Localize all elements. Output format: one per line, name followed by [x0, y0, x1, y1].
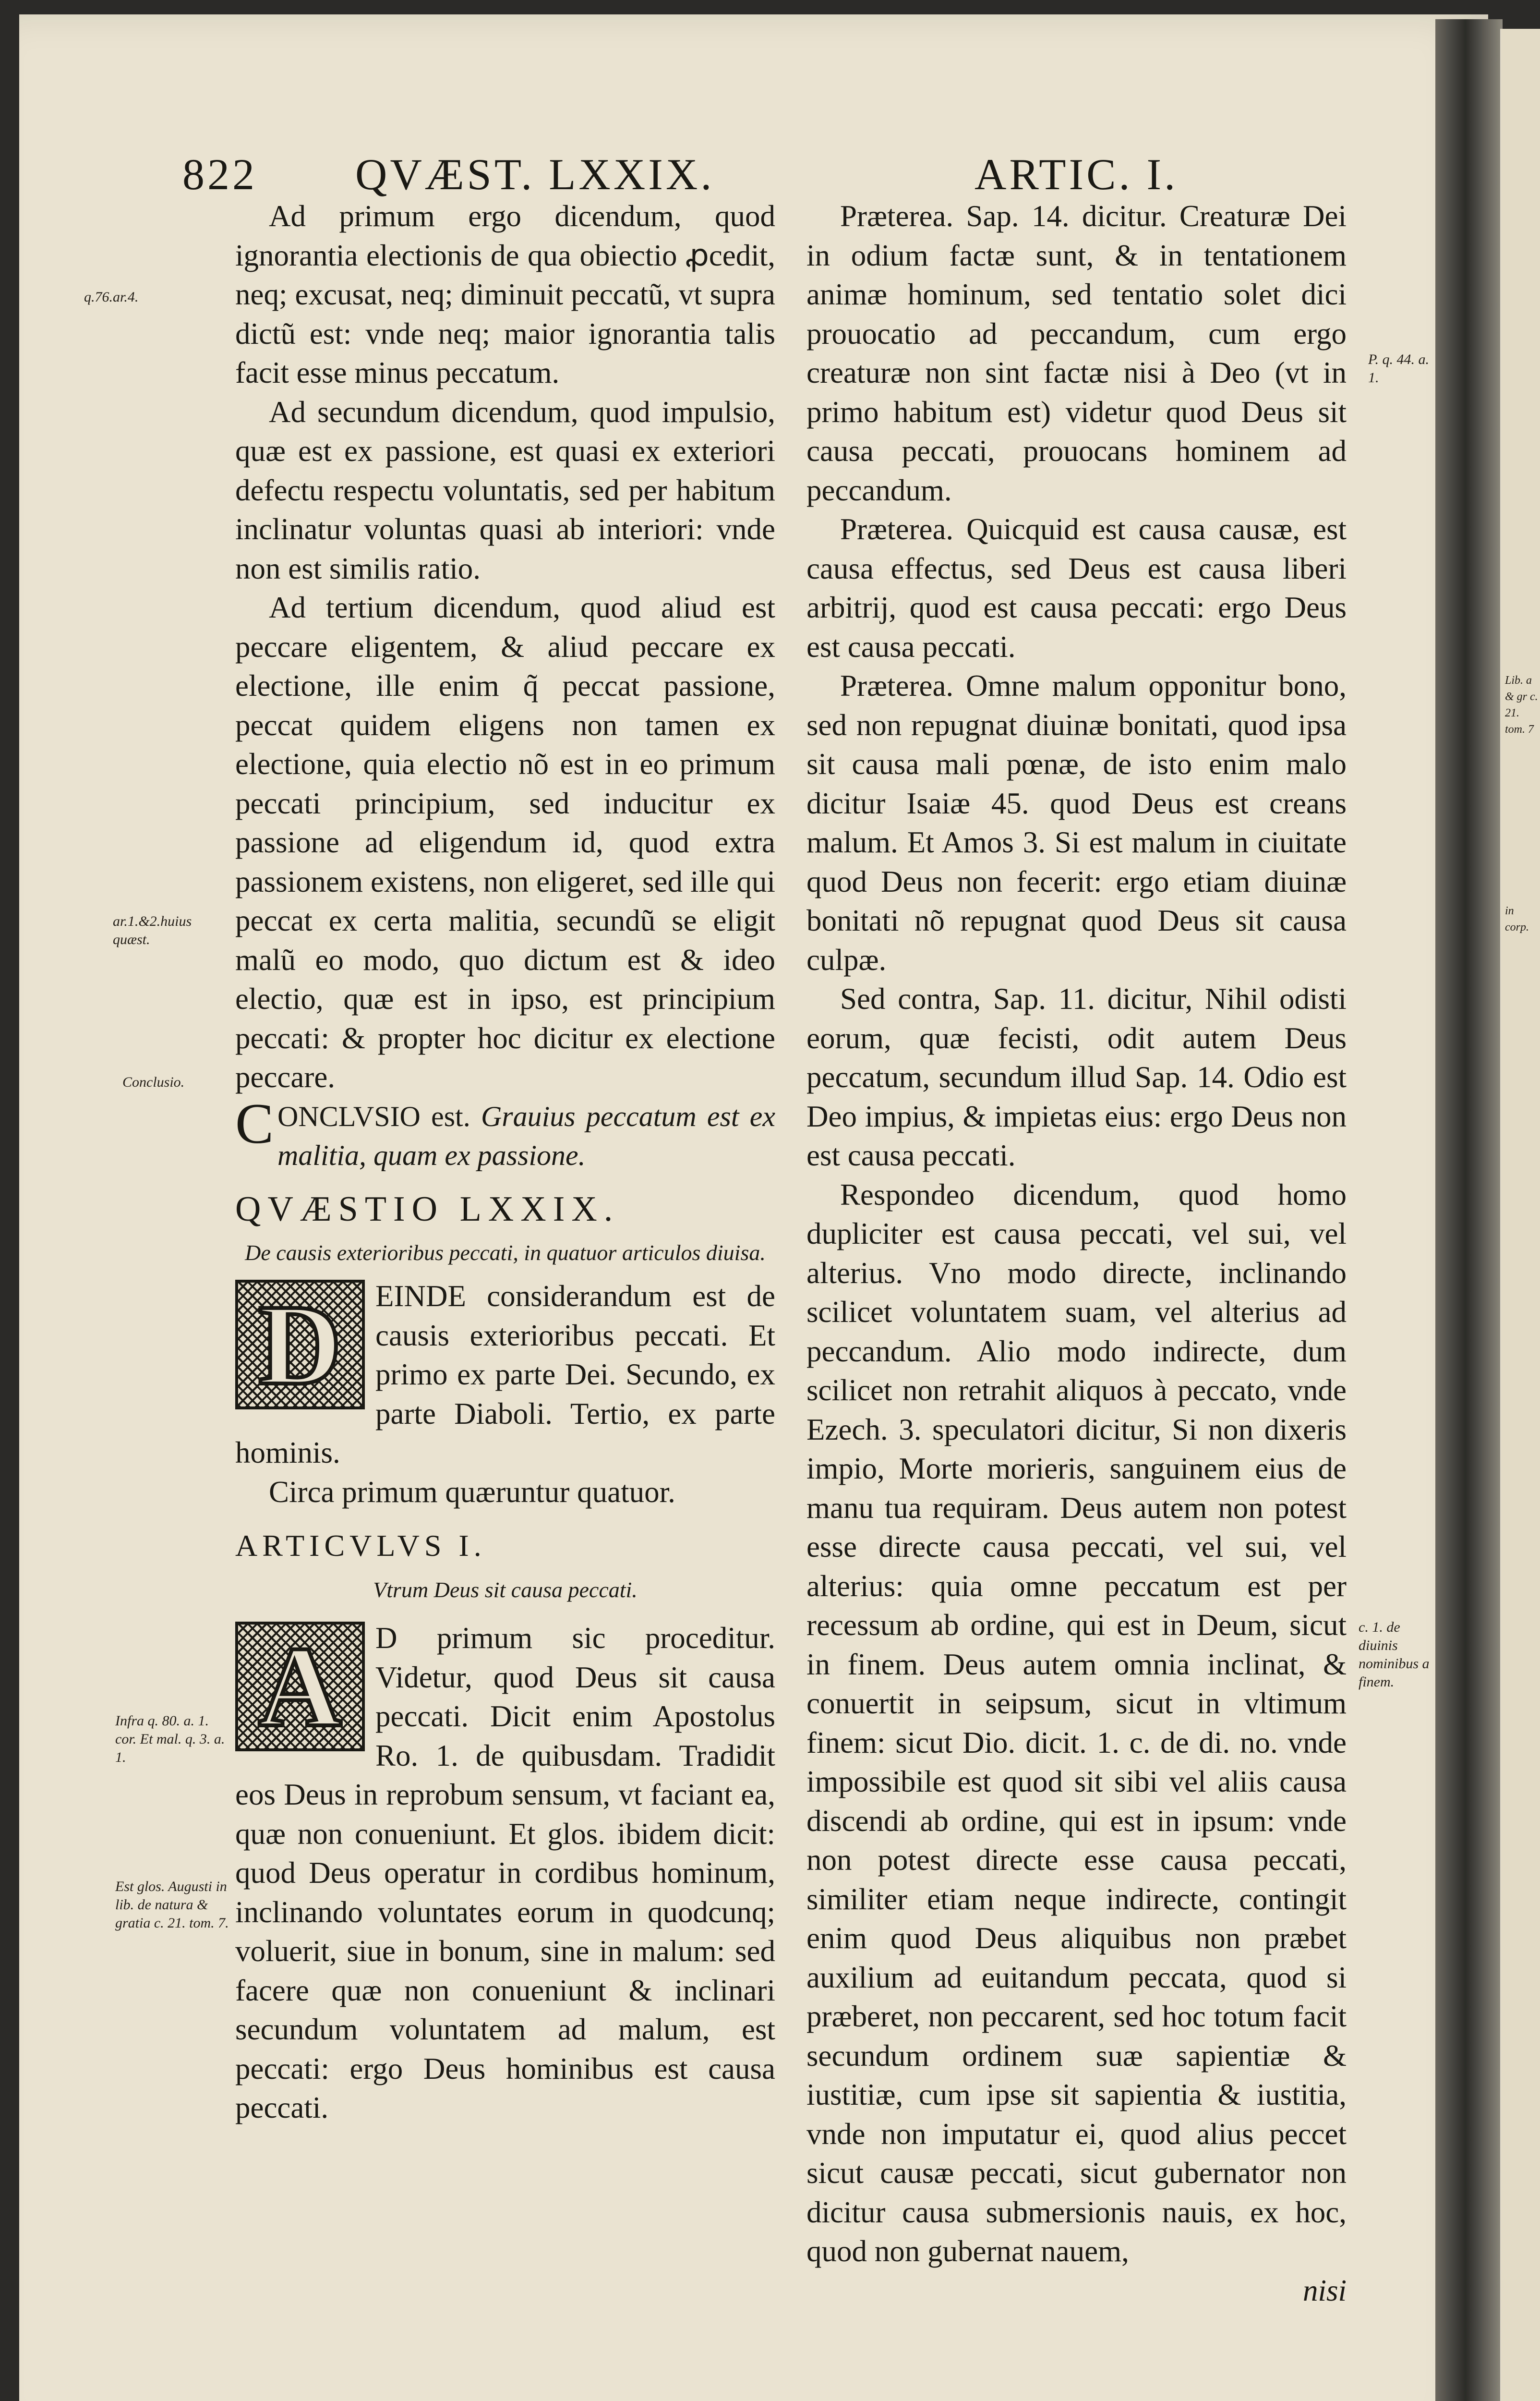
paragraph: Sed contra, Sap. 11. dicitur, Nihil odisti eorum, quæ fecisti, odit autem Deus peccatum, secundum illud Sap. 14. Odio est Deo impius, & impietas eius: ergo Deus non est causa peccati. — [806, 982, 1347, 1172]
conclusio-text: Grauius peccatum est ex malitia, quam ex passione. — [277, 1100, 776, 1171]
facing-page-margin-note-2: in corp. — [1505, 905, 1529, 934]
paragraph: Ad primum ergo dicendum, quod ignorantia electionis de qua obiectio ꝓcedit, neq; excusat, neq; diminuit peccatũ, vt supra dictũ est: vnde neq; maior ignorantia talis facit esse minus peccatum. — [235, 199, 775, 389]
paragraph: Respondeo dicendum, quod homo dupliciter est causa peccati, vel sui, vel alterius. Vno modo directe, inclinando scilicet voluntatem suam, vel alterius ad peccandum. Alio modo indirecte, dum scilicet non retrahit aliquos à peccato, vnde Ezech. 3. speculatori dicitur, Si non dixeris impio, Morte morieris, sanguinem eius de manu tua requiram. Deus autem non potest esse directe causa peccati, vel sui, vel alterius: quia omne peccatum est per recessum ab ordine, qui est in Deum, sicut in finem. Deus autem omnia inclinat, & conuertit in seipsum, sicut in vltimum finem: sicut Dio. dicit. 1. c. de di. no. vnde impossibile est quod sit sibi vel aliis causa discendi ab ordine, qui est in ipsum: vnde non potest directe esse causa peccati, similiter etiam neque indirecte, contingit enim quod Deus aliquibus non præbet auxilium ad euitandum peccata, quod si præberet, non peccarent, sed hoc totum facit secundum ordinem suæ sapientiæ & iustitiæ, cum ipse sit sapientia & iustitia, vnde non imputatur ei, quod alius peccet sicut causæ peccati, sicut gubernator non dicitur causa submersionis nauis, ex hoc, quod non gubernat nauem, — [806, 1177, 1347, 2268]
right-margin-note-1: P. q. 44. a. 1. — [1368, 352, 1429, 386]
book-gutter — [1435, 19, 1503, 2401]
right-margin-note-2: c. 1. de diuinis nominibus a finem. — [1359, 1619, 1430, 1690]
running-header-left: QVÆST. LXXIX. — [355, 150, 715, 199]
conclusio-lead: ONCLVSIO est. — [277, 1100, 470, 1132]
left-margin-note-2: ar.1.&2.huius quæst. — [113, 913, 192, 947]
paragraph: Præterea. Quicquid est causa causæ, est causa effectus, sed Deus est causa liberi arbitrij, quod est causa peccati: ergo Deus est causa peccati. — [806, 512, 1347, 664]
paragraph: Ad secundum dicendum, quod impulsio, quæ est ex passione, est quasi ex exteriori defectu respectu voluntatis, sed per habitum inclinatur voluntas quasi ab interiori: vnde non est similis ratio. — [235, 395, 775, 585]
question-intro-text: EINDE considerandum est de causis exterioribus peccati. Et primo ex parte Dei. Secundo, ex parte Diaboli. Tertio, ex parte hominis. — [235, 1279, 775, 1469]
decorated-initial-a: A — [235, 1622, 365, 1751]
conclusio-initial: C — [235, 1091, 274, 1155]
article-subtitle: Vtrum Deus sit causa peccati. — [373, 1577, 638, 1602]
left-margin-note-1: q.76.ar.4. — [84, 289, 139, 305]
paragraph: Præterea. Omne malum opponitur bono, sed non repugnat diuinæ bonitati, quod ipsa sit causa mali pœnæ, de isto enim malo dicitur Isaiæ 45. quod Deus est creans malum. Et Amos 3. Si est malum in ciuitate quod Deus non fecerit: ergo etiam diuinæ bonitati nõ repugnat quod Deus sit causa culpæ. — [806, 669, 1347, 977]
left-margin-note-5: Est glos. Augusti in lib. de natura & gratia c. 21. tom. 7. — [115, 1879, 229, 1931]
paragraph: Præterea. Sap. 14. dicitur. Creaturæ Dei in odium factæ sunt, & in tentationem animæ hominum, sed tentatio solet dici prouocatio ad peccandum, cum ergo creaturæ non sint factæ nisi à Deo (vt in primo habitum est) videtur quod Deus sit causa peccati, prouocans hominem ad peccandum. — [806, 199, 1347, 507]
left-margin-note-4: Infra q. 80. a. 1. cor. Et mal. q. 3. a. 1. — [115, 1713, 225, 1765]
decorated-initial-d: D — [235, 1280, 365, 1409]
catchword: nisi — [1302, 2273, 1347, 2307]
left-margin-note-3: Conclusio. — [122, 1074, 185, 1090]
article-title: ARTICVLVS I. — [235, 1528, 486, 1563]
conclusio — [235, 1091, 776, 1176]
page-number: 822 — [182, 150, 257, 199]
facing-page-margin-note-1: Lib. a & gr c. 21. tom. 7 — [1505, 674, 1538, 736]
paragraph: Ad tertium dicendum, quod aliud est peccare eligentem, & aliud peccare ex electione, ille enim q̃ peccat passione, peccat quidem eligens non tamen ex electione, quia electio nõ est in eo primum peccati principium, sed inducitur ex passione ad eligendum id, quod extra passionem existens, non eligeret, sed ille qui peccat ex certa malitia, secundũ se eligit malũ eo modo, quo dictum est & ideo electio, quæ est in ipso, est principium peccati: & propter hoc dicitur ex electione peccare. — [235, 591, 775, 1094]
question-intro — [235, 1277, 775, 1473]
article-first-text: D primum sic proceditur. Videtur, quod Deus sit causa peccati. Dicit enim Apostolus Ro. 1. de quibusdam. Tradidit eos Deus in reprobum sensum, vt faciant ea, quæ non conueniunt. Et glos. ibidem dicit: quod Deus operatur in cordibus hominum, inclinando voluntates eorum in quodcunq; voluerit, siue in bonum, sine in malum: sed facere quæ non conueniunt & inclinari secundum voluntatem ad malum, est peccati: ergo Deus hominibus est causa peccati. — [235, 1621, 775, 2124]
right-column — [806, 197, 1347, 2310]
running-header-right: ARTIC. I. — [975, 150, 1179, 199]
question-subtitle: De causis exterioribus peccati, in quatuor articulos diuisa. — [245, 1240, 766, 1265]
paragraph: Circa primum quæruntur quatuor. — [269, 1475, 675, 1509]
facing-page-edge — [1500, 29, 1540, 2401]
left-column — [235, 197, 775, 2128]
question-title: QVÆSTIO LXXIX. — [235, 1189, 620, 1229]
article-first-paragraph — [235, 1619, 775, 2128]
